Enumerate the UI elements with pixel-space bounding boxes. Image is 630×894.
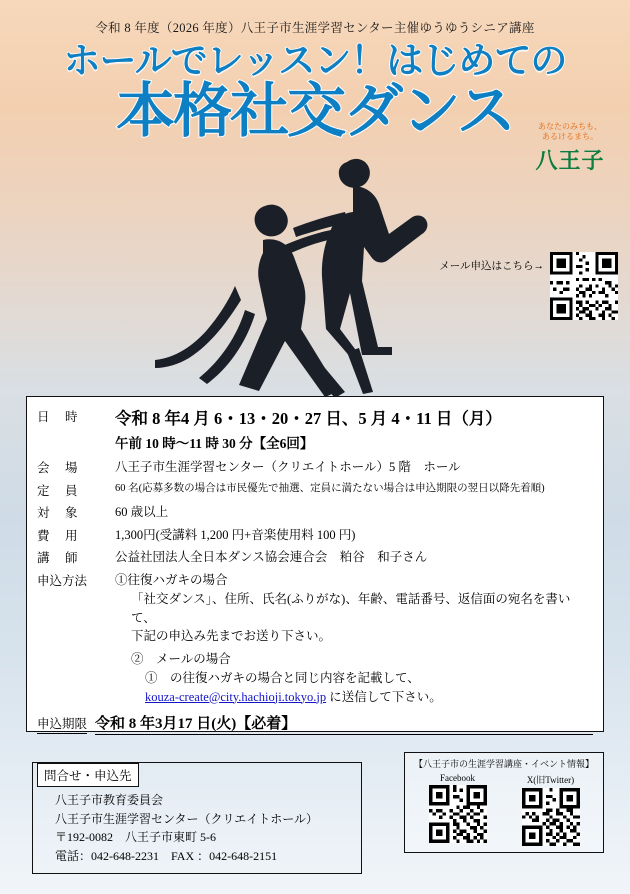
- detail-row-fee: [37, 526, 593, 545]
- dancers-silhouette-image: [115, 150, 515, 400]
- label-deadline: 申込期限: [37, 714, 87, 734]
- label-datetime: 日 時: [37, 410, 80, 424]
- value-fee: 1,300円(受講料 1,200 円+音楽使用料 100 円): [115, 527, 356, 542]
- title-line-1: ホールでレッスン！はじめての: [63, 39, 567, 82]
- poster-kicker: 令和 8 年度（2026 年度）八王子市生涯学習センター主催ゆうゆうシニア講座: [95, 21, 535, 35]
- detail-row-target: [37, 503, 593, 522]
- logo-tagline-2: あるけるまち。: [542, 132, 598, 141]
- sns-x-twitter[interactable]: [522, 773, 580, 846]
- value-instructor: 公益社団法人全日本ダンス協会連合会 粕谷 和子さん: [115, 550, 428, 565]
- label-instructor: 講 師: [37, 551, 80, 566]
- detail-row-instructor: [37, 548, 593, 567]
- application-deadline: [37, 712, 593, 735]
- value-capacity: 60 名(応募多数の場合は市民優先で抽選、定員に満たない場合は申込期限の翌日以降先着順): [115, 482, 545, 494]
- label-venue: 会 場: [37, 461, 80, 475]
- label-capacity: 定 員: [37, 483, 80, 498]
- title-line-2: 本格社交ダンス: [116, 75, 514, 145]
- value-target: 60 歳以上: [115, 504, 169, 519]
- sns-box-title: 【八王子市の生涯学習講座・イベント情報】: [413, 759, 594, 769]
- sns-facebook-label: Facebook: [440, 773, 475, 783]
- contact-line-2: 八王子市生涯学習センター（クリエイトホール）: [55, 811, 319, 826]
- label-fee: 費 用: [37, 528, 80, 543]
- label-target: 対 象: [37, 505, 80, 520]
- sns-info-box: [404, 752, 604, 853]
- x-twitter-qr-code-icon: [522, 788, 580, 846]
- contact-box-title: 問合せ・申込先: [37, 763, 139, 787]
- qr-code-icon: [550, 252, 618, 320]
- value-venue: 八王子市生涯学習センター（クリエイトホール）5 階 ホール: [115, 460, 461, 474]
- logo-tagline-1: あなたのみちも、: [538, 122, 602, 131]
- sns-x-twitter-label: X(旧Twitter): [526, 775, 575, 785]
- facebook-qr-code-icon: [429, 785, 487, 843]
- apply-email-link[interactable]: kouza-create@city.hachioji.tokyo.jp: [145, 689, 327, 704]
- contact-box: [32, 762, 362, 874]
- contact-line-4: 電話：042-648-2231 FAX ：042-648-2151: [55, 848, 278, 863]
- detail-row-apply: [37, 571, 593, 706]
- apply-option-2: ② メールの場合: [131, 652, 231, 666]
- detail-row-venue: [37, 458, 593, 477]
- apply-email-suffix: に送信して下さい。: [329, 689, 442, 704]
- detail-row-capacity: [37, 481, 593, 499]
- contact-line-3: 〒192-0082 八王子市東町 5-6: [55, 830, 216, 845]
- mail-application-qr-code[interactable]: [550, 252, 618, 320]
- apply-option-1-detail-1: 「社交ダンス」、住所、氏名(ふりがな)、年齢、電話番号、返信面の宛名を書いて、: [131, 591, 571, 625]
- mail-qr-label: メール申込はこちら→: [439, 261, 544, 272]
- logo-mark-text: 八王子: [535, 149, 605, 174]
- hachioji-city-logo: [524, 122, 616, 175]
- detail-row-datetime: [37, 407, 593, 454]
- value-deadline: 令和 8 年3月17 日(火)【必着】: [95, 712, 593, 735]
- label-apply-method: 申込方法: [37, 574, 88, 588]
- value-datetime: 令和 8 年4 月 6・13・20・27 日、5 月 4・11 日（月）: [115, 409, 502, 428]
- apply-option-1: ①往復ハガキの場合: [115, 573, 228, 587]
- value-datetime-sub: 午前 10 時〜11 時 30 分【全6回】: [115, 435, 314, 451]
- sns-facebook[interactable]: [429, 773, 487, 846]
- contact-line-1: 八王子市教育委員会: [55, 793, 164, 807]
- course-details-box: [26, 396, 604, 732]
- apply-option-1-detail-2: 下記の申込み先までお送り下さい。: [131, 629, 332, 644]
- apply-option-2-detail-1: ① の往復ハガキの場合と同じ内容を記載して、: [145, 670, 420, 685]
